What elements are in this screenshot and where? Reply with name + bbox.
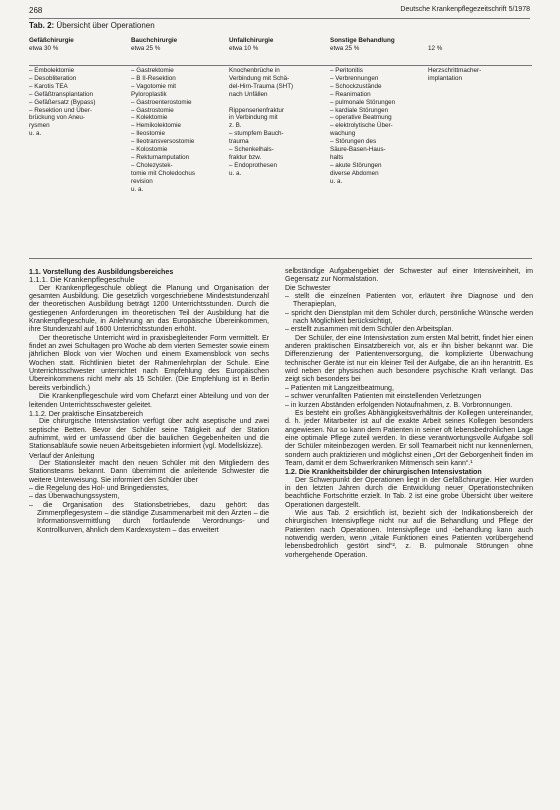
dash-list <box>285 385 533 410</box>
body-paragraph: Der Krankenpflegeschule obliegt die Planung und Organisation der gesamten Ausbildung. Die gesetzlich vorgeschriebene Mindeststundenzahl der theoretischen Ausbildung beträgt 1200 Unterrichtsstunden. Durch die gestiegenen Anforderungen im theoretischen Teil der Ausbildung hat die Krankenpflegeschule, in Anlehnung an das Europäische Übereinkommen, ihre Stundenzahl auf 1600 Unterrichtsstunden erhöht. <box>29 284 269 334</box>
table-cell-line: – Gastrostomie <box>131 106 174 114</box>
list-item: – das Überwachungssystem, <box>29 493 120 501</box>
table-cell-line: – Verbrennungen <box>330 74 379 82</box>
list-item: – die Organisation des Stationsbetriebes, dazu gehört: das Zimmerpflegesystem – die ständige Zusammenarbeit mit den Ärzten – die Informationsvermittlung durch fortlaufende Verordnungs- und Kontrollkurven, ähnlich dem Kardexsystem – das erweitert <box>29 501 269 534</box>
header-rule <box>29 18 530 19</box>
table-head-col-2 <box>131 37 177 53</box>
body-paragraph: Die chirurgische Intensivstation verfügt über acht aseptische und zwei septische Betten. Bevor der Schüler seine Tätigkeit auf der Station aufnimmt, wird er umfassend über die baulichen Gegebenheiten und die Stationsabläufe sowie neuen Arbeitsgebieten informiert (vgl. Modellskizze). <box>29 418 269 451</box>
list-item: – stellt die einzelnen Patienten vor, erläutert ihre Diagnose und den Therapieplan, <box>285 293 533 309</box>
subsection-heading: 1.1.2. Der praktische Einsatzbereich <box>29 409 143 418</box>
table-cell-line: – Desobliteration <box>29 74 77 82</box>
table-cell-line: revision <box>131 177 153 185</box>
table-cell-line: Herzschrittmacher- <box>428 67 482 74</box>
body-paragraph: Der theoretische Unterricht wird in praxisbegleitender Form vermittelt. Er findet an zwei Schultagen pro Woche ab dem vierten Semester sowie einem jährlichen Block von vier Wochen und einem Examensblock von sechs Wochen statt. Richtlinien bietet der Rahmenlehrplan der Schule. Eine Unterrichtsschwester unterrichtet nach Empfehlung des Europäischen Übereinkommens nicht mehr als 15 Schüler. (Die Empfehlung ist in Berlin bereits verbindlich.) <box>29 334 269 392</box>
paragraph-group <box>29 460 269 485</box>
table-cell-line: – Störungen des <box>330 138 377 146</box>
table-list-col-5 <box>428 67 481 83</box>
table-cell-line: – Vagotomie mit <box>131 82 177 90</box>
table-cell-line: wachung <box>330 130 356 138</box>
table-cell-line: Pyloroplastik <box>131 90 167 98</box>
table-cell-line: – Ileostomie <box>131 130 165 138</box>
section-heading: 1.2. Die Krankheitsbilder der chirurgischen Intensivstation <box>285 468 482 477</box>
body-paragraph: Der Schüler, der eine Intensivstation zum ersten Mal betritt, findet hier einen anderen praktischen Einsatzbereich vor, als er ihn bisher bekannt war. Die Differenzierung der Patientenversorgung, die komplizierte Überwachung technischer Geräte ist nur ein kleiner Teil der Aufgabe, die an ihn herantritt. Es wird neben der physischen auch besondere psychische Kraft verlangt. Das zeigt sich besonders bei <box>285 334 533 384</box>
list-item: – die Regelung des Hol- und Bringedienstes, <box>29 484 169 492</box>
list-item: – Patienten mit Langzeitbeatmung, <box>285 384 394 392</box>
table-cell-line: del-Hirn-Trauma (SHT) <box>229 82 294 90</box>
table-list-col-1 <box>29 67 96 138</box>
table-cell-line: z. B. <box>229 122 242 130</box>
journal-header: Deutsche Krankenpflegezeitschrift 5/1978 <box>400 6 530 13</box>
table-cell-line: – Peritonitis <box>330 67 363 74</box>
body-paragraph: selbständige Aufgabengebiet der Schwester auf einer Intensiveinheit, im Gegensatz zur Normalstation. <box>285 268 533 284</box>
table-caption-text: Übersicht über Operationen <box>54 21 155 30</box>
table-caption-label: Tab. 2: <box>29 21 55 30</box>
table-cell-line: – elektrolytische Über- <box>330 122 393 130</box>
subsection-heading: Verlauf der Anleitung <box>29 451 95 460</box>
column-title: Gefäßchirurgie <box>29 37 74 44</box>
table-cell-line <box>229 99 293 107</box>
body-paragraph: Der Stationsleiter macht den neuen Schüler mit den Mitgliedern des Stationsteams bekannt. Dann übernimmt die anleitende Schwester die weitere Unterweisung. Sie informiert den Schüler über <box>29 459 269 484</box>
dash-list <box>285 293 533 335</box>
table-cell-line: tomie mit Choledochus <box>131 169 196 177</box>
subsection-heading: 1.1.1. Die Krankenpflegeschule <box>29 275 135 285</box>
table-cell-line: – operative Beatmung <box>330 114 392 122</box>
table-cell-line: Säure-Basen-Haus- <box>330 146 386 154</box>
table-cell-line: rysmen <box>29 122 50 130</box>
list-item: – spricht den Dienstplan mit dem Schüler durch, persönliche Wünsche werden nach Möglichkeit berücksichtigt, <box>285 309 533 326</box>
table-cell-line: in Verbindung mit <box>229 114 278 122</box>
table-cell-line: – Gefäßersatz (Bypass) <box>29 98 96 106</box>
dash-list <box>29 485 269 535</box>
table-cell-line: – Ileotransversostomie <box>131 138 195 146</box>
table-caption <box>29 21 155 30</box>
table-cell-line: – kardiale Störungen <box>330 106 389 114</box>
body-paragraph: Wie aus Tab. 2 ersichtlich ist, bezieht sich der Indikationsbereich der chirurgischen Intensivpflege nicht nur auf die Behandlung und Pflege der Patienten nach Operationen. Intensivpflege und -behandlung kann auch notwendig werden, wenn „vitale Funktionen eines Patienten vorübergehend lebensbedrohlich gestört sind“², z. B. pulmonale Störungen ohne vorhergehende Operation. <box>285 509 533 559</box>
column-share: etwa 10 % <box>229 44 259 52</box>
table-cell-line: – Gefäßtransplantation <box>29 90 94 98</box>
table-cell-line: implantation <box>428 74 462 82</box>
table-cell-line: – Reanimation <box>330 90 371 98</box>
body-paragraph: Es besteht ein großes Abhängigkeitsverhältnis der Kollegen untereinander, d. h. jeder Mitarbeiter ist auf die exakte Arbeit seines Kollegen besonders angewiesen. Nur so kann dem Patienten in seiner oft lebensbedrohlichen Lage eine optimale Pflege zuteil werden. In diese verantwortungsvolle Aufgabe soll der Schüler miteinbezogen werden. Er soll Teamarbeit nicht nur kennenlernen, sondern auch praktizieren und möglichst einen „Ort der Geborgenheit finden im Team, damit er dem Schwerkranken Mitmensch sein kann“.¹ <box>285 409 533 467</box>
table-cell-line: – Gastroenterostomie <box>131 98 192 106</box>
table-list-col-4 <box>330 67 395 186</box>
table-cell-line: – Kolostomie <box>131 146 168 154</box>
table-header-rule <box>29 65 532 66</box>
table-cell-line: brückung von Aneu- <box>29 114 86 122</box>
table-head-col-3 <box>229 37 273 53</box>
column-share: etwa 25 % <box>330 44 360 52</box>
table-cell-line: – Embolektomie <box>29 67 75 74</box>
page-number: 268 <box>29 6 43 15</box>
table-cell-line: Rippenserienfraktur <box>229 106 284 114</box>
table-cell-line: fraktur bzw. <box>229 153 262 161</box>
table-cell-line: – Hemikolektomie <box>131 122 182 130</box>
table-cell-line: nach Unfällen <box>229 90 268 98</box>
table-cell-line: – Karotis TEA <box>29 82 68 90</box>
table-cell-line: – Endoprothesen <box>229 161 277 169</box>
column-title: Sonstige Behandlung <box>330 37 395 44</box>
column-share: 12 % <box>428 44 443 52</box>
section-heading: 1.1. Vorstellung des Ausbildungsbereiches <box>29 268 174 276</box>
table-cell-line: – Schenkelhals- <box>229 146 274 154</box>
paragraph-group <box>29 285 269 410</box>
table-cell-line: u. a. <box>131 185 144 193</box>
table-cell-line: – stumpfem Bauch- <box>229 130 284 138</box>
table-cell-line: – Schockzustände <box>330 82 382 90</box>
table-cell-line: – B II-Resektion <box>131 74 176 82</box>
table-cell-line: – Kolektomie <box>131 114 168 122</box>
body-paragraph: Die Krankenpflegeschule wird vom Chefarzt einer Abteilung und von der leitenden Unterrichtsschwester geleitet. <box>29 393 269 409</box>
table-cell-line: halts <box>330 153 344 161</box>
column-share: etwa 30 % <box>29 44 59 52</box>
table-cell-line: u. a. <box>229 169 242 177</box>
table-cell-line: Verbindung mit Schä- <box>229 74 290 82</box>
body-paragraph: Die Schwester <box>285 284 331 292</box>
right-text-column <box>285 268 533 560</box>
table-cell-line: – Gastrektomie <box>131 67 174 74</box>
table-end-rule <box>29 258 532 259</box>
column-title: Unfallchirurgie <box>229 37 274 44</box>
table-cell-line: – Rektumamputation <box>131 153 190 161</box>
table-list-col-3 <box>229 67 293 178</box>
column-title: Bauchchirurgie <box>131 37 178 44</box>
left-text-column <box>29 268 269 535</box>
table-cell-line: – Resektion und Über- <box>29 106 93 114</box>
table-head-col-5 <box>428 37 442 53</box>
paragraph-group <box>285 268 533 293</box>
table-cell-line: u. a. <box>29 130 42 138</box>
table-cell-line: – pulmonale Störungen <box>330 98 396 106</box>
table-list-col-2 <box>131 67 195 194</box>
table-cell-line: – akute Störungen <box>330 161 382 169</box>
column-share: etwa 25 % <box>131 44 161 52</box>
list-item: – schwer verunfallten Patienten mit einstellenden Verletzungen <box>285 393 482 401</box>
list-item: – erstellt zusammen mit dem Schüler den Arbeitsplan. <box>285 326 454 334</box>
table-head-col-4 <box>330 37 395 53</box>
paragraph-group <box>285 477 533 560</box>
table-cell-line: Knochenbrüche in <box>229 67 280 74</box>
table-head-col-1 <box>29 37 74 53</box>
paragraph-group <box>29 418 269 451</box>
table-cell-line: diverse Abdomen <box>330 169 379 177</box>
table-cell-line: trauma <box>229 138 249 146</box>
table-cell-line: u. a. <box>330 177 343 185</box>
table-cell-line: – Cholezystek- <box>131 161 173 169</box>
body-paragraph: Der Schwerpunkt der Operationen liegt in der Gefäßchirurgie. Hier wurden in den letzten Jahren durch die Entwicklung neuer Operationstechniken beachtliche Fortschritte erzielt. In Tab. 2 ist eine grobe Übersicht über weitere Operationen dargestellt. <box>285 476 533 509</box>
list-item: – in kurzen Abständen erfolgenden Notaufnahmen, z. B. Vorbronnungen. <box>285 401 513 409</box>
